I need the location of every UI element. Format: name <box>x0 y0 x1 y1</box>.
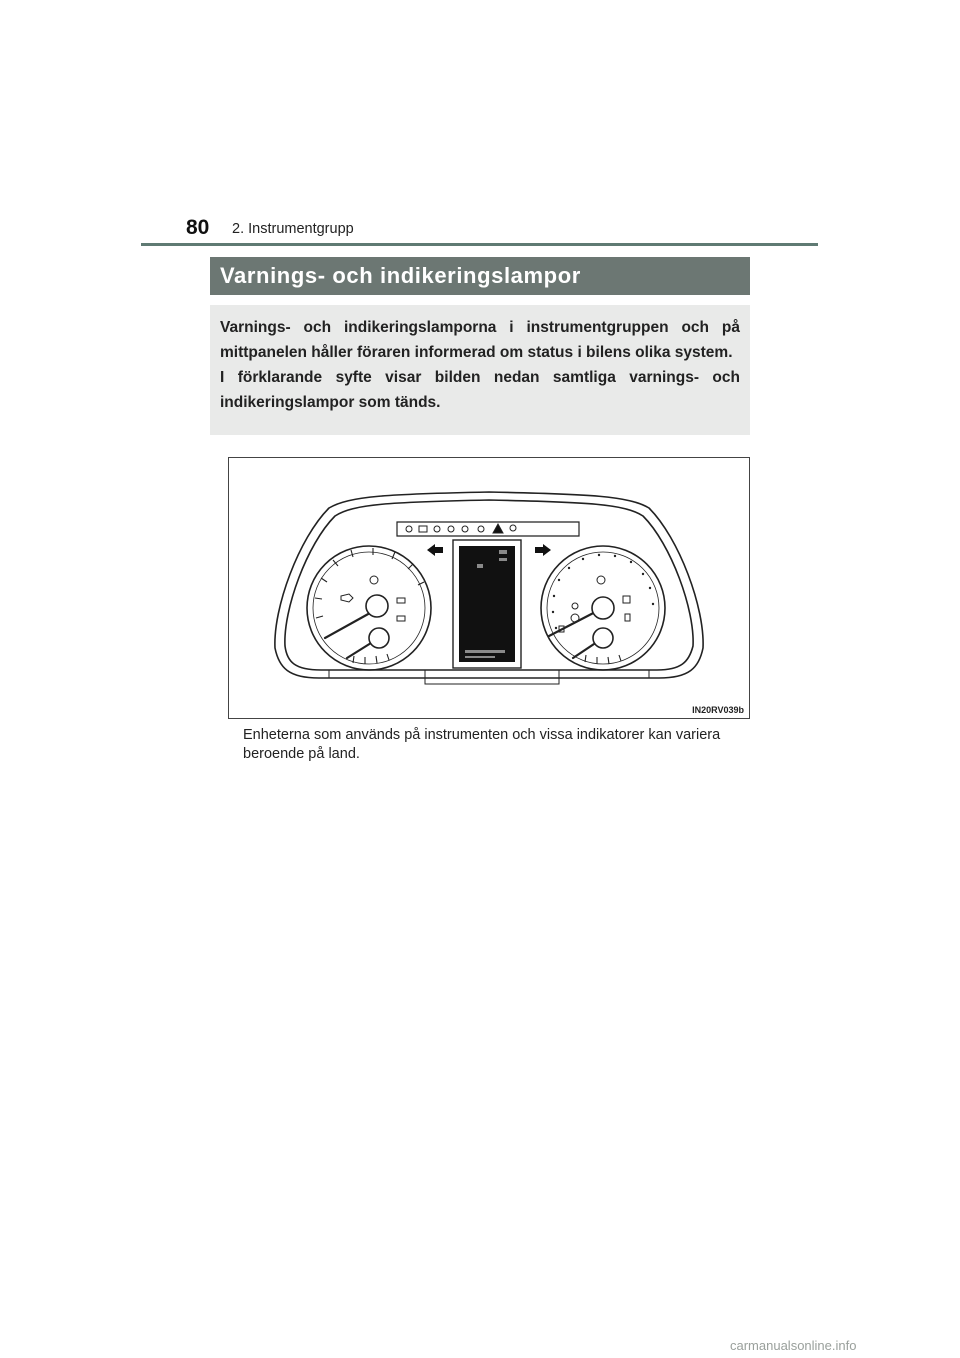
chapter-title: 2. Instrumentgrupp <box>232 221 354 237</box>
figure-caption: Enheterna som används på instrumenten och vissa indikatorer kan variera beroende på land. <box>243 727 721 762</box>
section-title: Varnings- och indikeringslampor <box>220 263 581 288</box>
intro-paragraph-1: Varnings- och indikeringslamporna i instrumentgruppen och på mittpanelen håller föraren informerad om status i bilens olika system. <box>220 319 740 361</box>
arrow-left-icon <box>427 544 443 556</box>
page-number: 80 <box>186 216 210 239</box>
footer-watermark: carmanualsonline.info <box>730 1338 857 1353</box>
telltale-icons <box>406 524 516 533</box>
seatbelt-icon <box>510 525 516 531</box>
figure-code: IN20RV039b <box>692 705 744 715</box>
instrument-cluster-figure <box>228 457 750 719</box>
warning-triangle-icon <box>493 524 503 533</box>
instrument-cluster-illustration <box>229 458 751 720</box>
brake-warning-icon <box>370 576 378 584</box>
intro-paragraph-2: I förklarande syfte visar bilden nedan samtliga varnings- och indikeringslampor som tänds. <box>220 369 740 411</box>
arrow-right-icon <box>535 544 551 556</box>
check-engine-icon <box>341 594 353 602</box>
header-rule <box>141 243 818 246</box>
section-title-bar <box>210 257 750 295</box>
intro-box <box>210 305 750 435</box>
